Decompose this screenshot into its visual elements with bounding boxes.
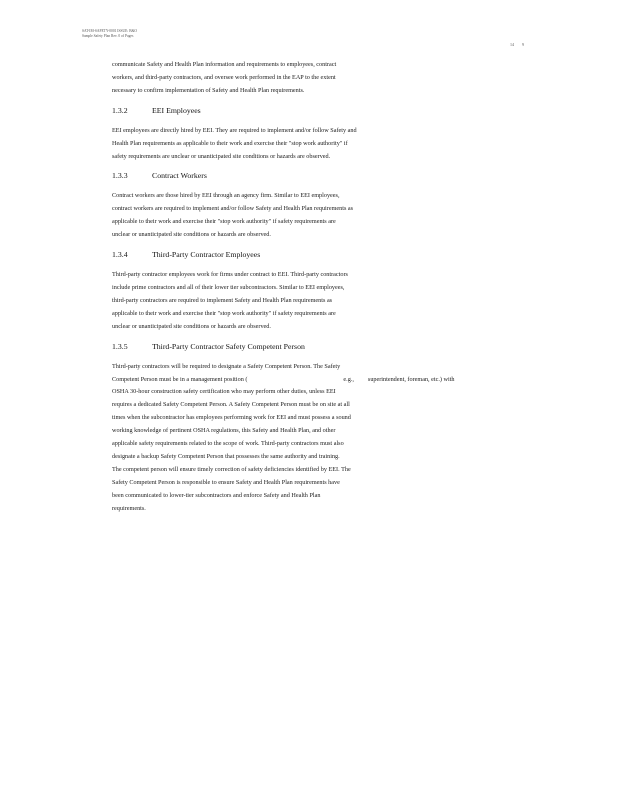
section-paragraph-1-3-5 — [112, 361, 512, 516]
document-body — [112, 59, 512, 515]
paragraph-line: requirements. — [112, 504, 146, 512]
paragraph-line: applicable to their work and exercise their "stop work authority" if safety requirements are — [112, 218, 336, 226]
paragraph-line: communicate Safety and Health Plan information and requirements to employees, contract — [112, 61, 337, 68]
line-segment-b: e.g., — [343, 375, 354, 383]
paragraph-line: applicable to their work and exercise their "stop work authority" if safety requirements are — [112, 309, 336, 317]
paragraph-line: third-party contractors are required to implement Safety and Health Plan requirements as — [112, 296, 333, 304]
section-number: 1.3.3 — [112, 171, 128, 181]
paragraph-line: Health Plan requirements as applicable to their work and exercise their "stop work authority" if — [112, 139, 348, 147]
section-heading-1-3-3 — [112, 170, 512, 182]
paragraph-line: The competent person will ensure timely correction of safety deficiencies identified by EEI. The — [112, 465, 351, 473]
section-heading-1-3-4 — [112, 249, 512, 261]
section-number: 1.3.5 — [112, 341, 128, 351]
intro-paragraph — [112, 59, 512, 98]
header-line-1: SAT-IM-SAFETY-0001 ISSUE: B&O — [82, 29, 137, 33]
paragraph-line: unclear or unanticipated site conditions or hazards are observed. — [112, 322, 271, 330]
section-number: 1.3.2 — [112, 105, 128, 115]
page-number-current: 14 — [510, 42, 514, 47]
paragraph-line: designate a backup Safety Competent Person that possesses the same authority and training. — [112, 452, 340, 460]
paragraph-line: applicable safety requirements related to the scope of work. Third-party contractors must also — [112, 440, 344, 448]
header-line-2: Sample Safety Plan Rev. 0 of Pages — [82, 34, 134, 38]
paragraph-line: Third-party contractor employees work for firms under contract to EEI. Third-party contractors — [112, 271, 348, 279]
paragraph-line: been communicated to lower-tier subcontractors and enforce Safety and Health Plan — [112, 491, 321, 499]
line-segment-c: superintendent, foreman, etc.) with — [367, 375, 455, 383]
section-paragraph-1-3-3 — [112, 190, 512, 242]
paragraph-line: contract workers are required to implement and/or follow Safety and Health Plan requirements as — [112, 205, 354, 213]
paragraph-line-split — [112, 374, 512, 387]
paragraph-line: Safety Competent Person is responsible to ensure Safety and Health Plan requirements have — [112, 478, 340, 486]
paragraph-line: safety requirements are unclear or unanticipated site conditions or hazards are observed. — [112, 152, 331, 160]
section-paragraph-1-3-4 — [112, 269, 512, 334]
paragraph-line: workers, and third-party contractors, and oversee work performed in the EAP to the extent — [112, 73, 336, 81]
paragraph-line: unclear or unanticipated site conditions or hazards are observed. — [112, 231, 271, 239]
paragraph-line: requires a dedicated Safety Competent Person. A Safety Competent Person must be on site at all — [112, 401, 350, 409]
paragraph-line: times when the subcontractor has employees performing work for EEI and must possess a sound — [112, 414, 351, 422]
page-number — [510, 42, 524, 47]
line-segment-a: Competent Person must be in a management position ( — [112, 375, 248, 383]
section-heading-1-3-2 — [112, 105, 512, 117]
section-heading-1-3-5 — [112, 341, 512, 353]
paragraph-line: OSHA 30-hour construction safety certification who may perform other duties, unless EEI — [112, 388, 336, 396]
paragraph-line: Contract workers are those hired by EEI through an agency firm. Similar to EEI employees, — [112, 192, 340, 200]
paragraph-line: EEI employees are directly hired by EEI. They are required to implement and/or follow Safety and — [112, 126, 357, 134]
section-paragraph-1-3-2 — [112, 125, 512, 164]
paragraph-line: working knowledge of pertinent OSHA regulations, this Safety and Health Plan, and other — [112, 427, 336, 435]
document-header — [82, 29, 137, 39]
section-number: 1.3.4 — [112, 250, 128, 260]
page-number-total: 9 — [522, 42, 524, 47]
section-title: Contract Workers — [152, 171, 207, 181]
paragraph-line: Third-party contractors will be required to designate a Safety Competent Person. The Safety — [112, 362, 341, 370]
paragraph-line: necessary to confirm implementation of Safety and Health Plan requirements. — [112, 86, 305, 94]
section-title: Third-Party Contractor Employees — [152, 250, 261, 260]
section-title: Third-Party Contractor Safety Competent Person — [152, 341, 305, 351]
paragraph-line: include prime contractors and all of their lower tier subcontractors. Similar to EEI employees, — [112, 283, 345, 291]
section-title: EEI Employees — [152, 105, 201, 115]
